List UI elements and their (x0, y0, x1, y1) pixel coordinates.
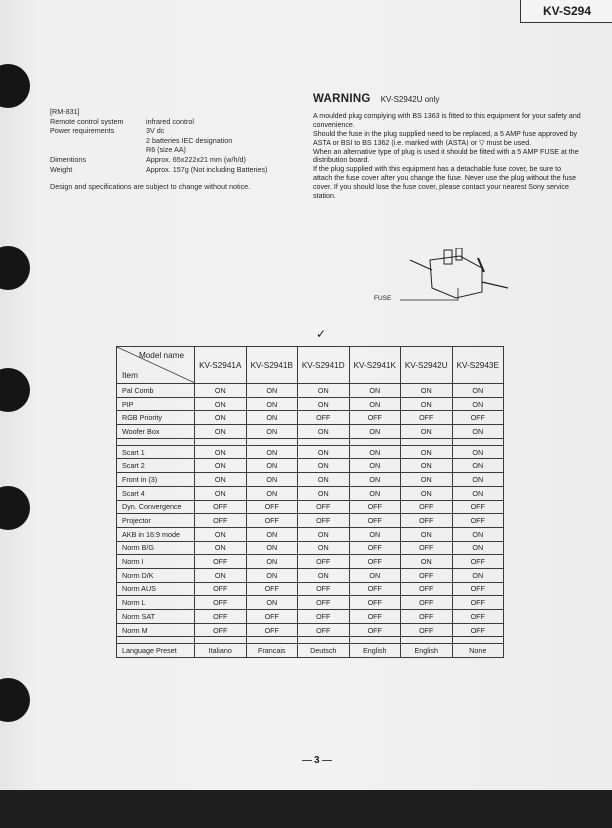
table-row (117, 473, 504, 487)
table-row (117, 644, 504, 658)
value-cell: ON (298, 425, 350, 439)
value-cell: ON (298, 486, 350, 500)
value-cell: OFF (349, 514, 401, 528)
spec-value: 2 batteries IEC designation (146, 135, 233, 145)
table-row (117, 555, 504, 569)
binder-hole (0, 486, 30, 530)
value-cell: OFF (349, 582, 401, 596)
spec-label: Power requirements (50, 126, 115, 136)
spec-row (50, 165, 267, 175)
value-cell: ON (452, 541, 504, 555)
value-cell: ON (298, 527, 350, 541)
remote-ref: [RM-831] (50, 107, 80, 116)
value-cell: OFF (401, 541, 453, 555)
warning-para: When an alternative type of plug is used it should be fitted with a 5 AMP FUSE at the distribution board. (313, 147, 579, 165)
binder-hole (0, 64, 30, 108)
value-cell: ON (401, 397, 453, 411)
model-header: KV-S2941A (195, 347, 247, 384)
value-cell: ON (195, 473, 247, 487)
value-cell: ON (246, 596, 298, 610)
item-cell: Projector (117, 514, 195, 528)
warning-title: WARNING (313, 93, 371, 105)
value-cell: ON (246, 568, 298, 582)
value-cell: ON (452, 473, 504, 487)
binder-hole (0, 246, 30, 290)
value-cell: OFF (298, 514, 350, 528)
model-header: KV-S2942U (401, 347, 453, 384)
table-row (117, 411, 504, 425)
value-cell: OFF (401, 582, 453, 596)
value-cell: ON (195, 445, 247, 459)
item-cell: PIP (117, 397, 195, 411)
value-cell: OFF (246, 610, 298, 624)
value-cell: ON (195, 486, 247, 500)
spec-value: 3V dc (146, 126, 165, 136)
value-cell: ON (452, 486, 504, 500)
value-cell: None (452, 644, 504, 658)
value-cell: OFF (401, 623, 453, 637)
item-cell: AKB in 16:9 mode (117, 527, 195, 541)
value-cell: OFF (452, 555, 504, 569)
table-row (117, 623, 504, 637)
table-row (117, 610, 504, 624)
value-cell: ON (246, 397, 298, 411)
item-cell: Norm M (117, 623, 195, 637)
value-cell: ON (246, 411, 298, 425)
table-spacer-row (117, 438, 504, 445)
value-cell: ON (401, 384, 453, 398)
model-header: KV-S2941D (298, 347, 350, 384)
value-cell: ON (401, 473, 453, 487)
warning-model: KV-S2942U only (380, 95, 440, 104)
table-row (117, 596, 504, 610)
value-cell: OFF (401, 514, 453, 528)
value-cell: English (349, 644, 401, 658)
model-header: KV-S2941B (246, 347, 298, 384)
value-cell: ON (195, 459, 247, 473)
value-cell: OFF (349, 555, 401, 569)
remote-specs (50, 107, 267, 192)
item-cell: Norm AUS (117, 582, 195, 596)
value-cell: ON (195, 568, 247, 582)
value-cell: ON (452, 425, 504, 439)
value-cell: ON (246, 555, 298, 569)
value-cell: OFF (298, 411, 350, 425)
value-cell: ON (246, 527, 298, 541)
spec-note: Design and specifications are subject to change without notice. (50, 182, 251, 192)
value-cell: Francais (246, 644, 298, 658)
value-cell: ON (246, 541, 298, 555)
check-mark: ✓ (316, 327, 327, 341)
table-row (117, 500, 504, 514)
item-cell: Language Preset (117, 644, 195, 658)
corner-item-label: Item (122, 371, 138, 380)
settings-table (116, 346, 504, 658)
value-cell: OFF (349, 541, 401, 555)
item-cell: Norm SAT (117, 610, 195, 624)
item-cell: Norm B/G (117, 541, 195, 555)
spec-row (50, 117, 267, 127)
model-header: KV-S2941K (349, 347, 401, 384)
value-cell: OFF (298, 582, 350, 596)
value-cell: OFF (246, 500, 298, 514)
value-cell: OFF (452, 610, 504, 624)
value-cell: OFF (195, 610, 247, 624)
value-cell: OFF (349, 411, 401, 425)
value-cell: ON (195, 541, 247, 555)
value-cell: Italiano (195, 644, 247, 658)
table-row (117, 397, 504, 411)
table-row (117, 541, 504, 555)
value-cell: OFF (195, 555, 247, 569)
table-row (117, 445, 504, 459)
value-cell: OFF (349, 623, 401, 637)
value-cell: OFF (195, 500, 247, 514)
value-cell: ON (349, 568, 401, 582)
value-cell: ON (298, 568, 350, 582)
value-cell: ON (298, 459, 350, 473)
value-cell: English (401, 644, 453, 658)
value-cell: OFF (349, 596, 401, 610)
item-cell: Front in (3) (117, 473, 195, 487)
fuse-label: FUSE (374, 295, 392, 302)
binder-hole (0, 368, 30, 412)
value-cell: OFF (349, 500, 401, 514)
page-number: 3 (300, 755, 334, 766)
item-cell: Norm I (117, 555, 195, 569)
item-cell: Norm D/K (117, 568, 195, 582)
value-cell: ON (349, 486, 401, 500)
value-cell: OFF (246, 582, 298, 596)
value-cell: ON (195, 411, 247, 425)
value-cell: ON (298, 541, 350, 555)
spec-value: R6 (size AA) (146, 145, 186, 155)
value-cell: ON (452, 445, 504, 459)
warning-para: A moulded plug complying with BS 1363 is fitted to this equipment for your safety and convenience. (313, 111, 581, 129)
value-cell: OFF (195, 623, 247, 637)
warning-para: Should the fuse in the plug supplied need to be replaced, a 5 AMP fuse approved by ASTA or BSI to BS 1362 (i.e. marked with ⟨ASTA⟩ or ▽ must be used. (313, 129, 578, 147)
table-row (117, 514, 504, 528)
value-cell: ON (401, 459, 453, 473)
value-cell: ON (452, 568, 504, 582)
value-cell: ON (246, 486, 298, 500)
table-row (117, 568, 504, 582)
value-cell: OFF (401, 568, 453, 582)
value-cell: ON (246, 445, 298, 459)
value-cell: OFF (298, 555, 350, 569)
table-spacer-row (117, 637, 504, 644)
value-cell: OFF (452, 596, 504, 610)
binder-hole (0, 678, 30, 722)
model-header: KV-S2943E (452, 347, 504, 384)
value-cell: OFF (401, 610, 453, 624)
value-cell: OFF (452, 623, 504, 637)
value-cell: OFF (452, 411, 504, 425)
spec-label: Dimentions (50, 154, 86, 164)
value-cell: ON (401, 445, 453, 459)
item-cell: Scart 4 (117, 486, 195, 500)
value-cell: OFF (195, 582, 247, 596)
value-cell: OFF (298, 623, 350, 637)
value-cell: ON (401, 425, 453, 439)
spec-row (50, 126, 267, 155)
value-cell: OFF (298, 500, 350, 514)
value-cell: OFF (401, 500, 453, 514)
table-row (117, 486, 504, 500)
value-cell: ON (298, 397, 350, 411)
value-cell: ON (452, 527, 504, 541)
value-cell: OFF (246, 514, 298, 528)
value-cell: ON (195, 384, 247, 398)
value-cell: OFF (195, 596, 247, 610)
value-cell: ON (349, 384, 401, 398)
spec-row (50, 155, 267, 165)
value-cell: OFF (298, 610, 350, 624)
item-cell: Woofer Box (117, 425, 195, 439)
value-cell: ON (246, 459, 298, 473)
value-cell: ON (452, 459, 504, 473)
value-cell: ON (195, 425, 247, 439)
value-cell: OFF (401, 596, 453, 610)
value-cell: ON (349, 397, 401, 411)
scan-edge (0, 790, 612, 828)
value-cell: ON (349, 425, 401, 439)
value-cell: ON (452, 397, 504, 411)
spec-value: Approx. 65x222x21 mm (w/h/d) (146, 154, 246, 164)
value-cell: ON (349, 445, 401, 459)
value-cell: OFF (298, 596, 350, 610)
value-cell: ON (298, 473, 350, 487)
value-cell: ON (401, 527, 453, 541)
warning-para: If the plug supplied with this equipment has a detachable fuse cover, be sure to attach the fuse cover after you change the fuse. Never use the plug without the fuse cover. If you should lose the fuse cover, please contact your nearest Sony service station. (313, 165, 577, 201)
value-cell: Deutsch (298, 644, 350, 658)
value-cell: OFF (452, 500, 504, 514)
value-cell: ON (246, 384, 298, 398)
value-cell: ON (195, 397, 247, 411)
item-cell: Scart 2 (117, 459, 195, 473)
spec-value: Approx. 157g (Not including Batteries) (146, 164, 268, 174)
item-cell: Scart 1 (117, 445, 195, 459)
value-cell: ON (349, 527, 401, 541)
item-cell: Pal Comb (117, 384, 195, 398)
table-row (117, 527, 504, 541)
model-tab: KV-S294 (520, 0, 612, 23)
warning-section (313, 95, 581, 201)
spec-label: Remote control system (50, 116, 124, 126)
table-row (117, 425, 504, 439)
item-cell: RGB Priority (117, 411, 195, 425)
table-row (117, 459, 504, 473)
value-cell: ON (246, 425, 298, 439)
value-cell: ON (298, 384, 350, 398)
corner-model-label: Model name (138, 351, 184, 360)
value-cell: ON (452, 384, 504, 398)
table-row (117, 384, 504, 398)
table-corner (117, 347, 195, 384)
value-cell: OFF (452, 514, 504, 528)
value-cell: ON (401, 555, 453, 569)
item-cell: Norm L (117, 596, 195, 610)
value-cell: OFF (401, 411, 453, 425)
item-cell: Dyn. Convergence (117, 500, 195, 514)
spec-value: infrared control (146, 116, 194, 126)
value-cell: ON (298, 445, 350, 459)
value-cell: OFF (349, 610, 401, 624)
value-cell: ON (349, 473, 401, 487)
value-cell: OFF (195, 514, 247, 528)
value-cell: ON (195, 527, 247, 541)
value-cell: OFF (452, 582, 504, 596)
table-row (117, 582, 504, 596)
value-cell: ON (401, 486, 453, 500)
value-cell: ON (246, 473, 298, 487)
spec-label: Weight (50, 164, 73, 174)
value-cell: OFF (246, 623, 298, 637)
value-cell: ON (349, 459, 401, 473)
